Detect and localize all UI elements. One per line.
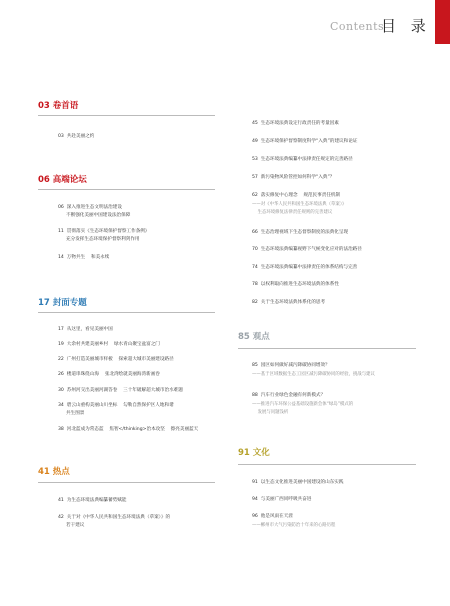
toc-page-number: 26 [58,372,64,377]
toc-entry[interactable] [58,426,198,434]
toc-entry[interactable] [58,326,113,334]
toc-entry-title: 关于生态环境法典体系化的思考 [260,300,326,305]
toc-page-number: 57 [252,175,258,180]
toc-entry-title: 他是风雨在天涯 [260,514,293,519]
toc-entry-title: 园区如何做好减污降碳协同增效？ [260,363,330,368]
header-red-bar [435,0,450,44]
toc-entry[interactable] [252,138,357,146]
toc-entry-title: 生态环境保护督察制度科学“入典”的建议和论证 [260,139,358,144]
toc-entry-subtitle: ——郴州市大气污染防治十年来的心路历程 [252,523,336,528]
section-rule [38,312,215,313]
toc-entry-continuation: 充分发挥生态环境保护督察利剑作用 [66,237,140,242]
toc-entry-title: 碧云山重构美丽山川坐标 勾勒自然保护区人地和谐 [66,403,174,408]
toc-entry[interactable] [58,497,127,505]
toc-entry-title: 从这里，看见美丽中国 [66,327,113,332]
section-title-hotspot: 41 热点 [38,467,70,477]
toc-page-number: 11 [58,229,64,234]
toc-entry[interactable] [58,341,160,349]
toc-entry-subtitle: 生态环境修复法律责任规则的完善建议 [252,210,333,215]
toc-entry-title: 以权利取向推进生态环境法典的体系性 [260,282,339,287]
toc-page-number: 34 [58,403,64,408]
toc-entry[interactable] [252,120,339,128]
toc-entry-title: 深入推进生态文明法治建设 [66,205,122,210]
toc-page-number: 41 [58,498,64,503]
toc-page-number: 17 [58,327,64,332]
toc-entry-title: 为生态环境法典编纂蓄势赋能 [66,498,127,503]
toc-entry[interactable] [252,229,348,237]
section-rule [38,115,215,116]
toc-page-number: 94 [252,497,258,502]
toc-entry-title: 万物共生 和美永续 [66,255,110,260]
toc-entry-title: 生态环境法典编纂视野下气候变化应对的法治路径 [260,247,362,252]
toc-page-number: 91 [252,480,258,485]
section-rule [238,464,416,465]
toc-entry[interactable] [252,299,325,307]
toc-entry-title: 贯彻落实《生态环境保护督察工作条例》 [66,229,150,234]
toc-entry[interactable] [252,246,362,254]
section-title-forum: 06 高端论坛 [38,175,87,185]
toc-page-number: 96 [252,514,258,519]
toc-page-number: 78 [252,282,258,287]
toc-entry-title: 苏州河交出美丽河湖答卷 三十年破解超大城市治水难题 [66,388,183,393]
section-title-opinion: 85 观点 [238,332,270,342]
toc-entry[interactable] [252,192,340,200]
toc-page-number: 82 [252,300,258,305]
toc-entry-subtitle: ——对《中华人民共和国生态环境法典（草案）》 [252,202,347,207]
toc-entry-title: 生态治理视域下生态督察制度的法典化呈现 [260,230,349,235]
toc-entry-title: 生态环境法典编纂中法律责任规定的完善路径 [260,157,353,162]
toc-entry-subtitle: ——推进汽车环保公益基础设施新会体“绿岛”模式的 [252,402,354,407]
toc-page-number: 42 [58,515,64,520]
toc-entry-title: 楼道串珠绕山海 张北湾绘就美丽海湾新画卷 [66,372,160,377]
toc-page-number: 19 [58,342,64,347]
toc-entry[interactable] [252,513,293,521]
toc-entry[interactable] [58,387,183,395]
toc-entry[interactable] [58,254,109,262]
header-title-cn: 目 录 [381,17,431,35]
toc-entry[interactable] [58,514,170,522]
toc-entry[interactable] [58,402,174,410]
toc-entry-title: 共赴美丽之约 [66,134,95,139]
toc-page-number: 74 [252,265,258,270]
toc-page-number: 30 [58,388,64,393]
toc-entry[interactable] [252,496,311,504]
toc-entry-title: 河北蓝成为常态蓝 焦智</thinking>治本攻坚 擦亮美丽蓝天 [66,427,199,432]
section-rule [38,189,215,190]
toc-page-number: 88 [252,393,258,398]
header-title-en: Contents [330,20,385,33]
toc-entry-continuation: 若干建议 [66,523,85,528]
toc-entry[interactable] [58,133,94,141]
toc-entry-title: 关于对《中华人民共和国生态环境法典（草案）》的 [66,515,171,520]
toc-page-number: 45 [252,121,258,126]
section-title-preface: 03 卷首语 [38,101,79,111]
toc-entry[interactable] [252,392,325,400]
toc-page-number: 62 [252,193,258,198]
toc-entry[interactable] [58,228,149,236]
toc-entry-title: 新污染物风险管控如何科学“入典”？ [260,175,335,180]
toc-page-number: 22 [58,357,64,362]
toc-entry-title: 大余村共建美丽乡村 绿水青山聚宝盆富之门 [66,342,160,347]
toc-entry-title: 广州打造美丽城市样板 探索超大城市美丽建设路径 [66,357,174,362]
toc-entry[interactable] [252,479,343,487]
toc-entry[interactable] [252,156,353,164]
toc-entry-title: 以生态文化推进美丽中国建设的山东实践 [260,480,344,485]
toc-entry[interactable] [252,362,330,370]
toc-page-number: 53 [252,157,258,162]
toc-entry-title: 生态环境法典编纂中法律责任的体系结构与完善 [260,265,358,270]
section-rule [238,348,416,349]
toc-entry[interactable] [252,281,339,289]
toc-page-number: 66 [252,230,258,235]
toc-page-number: 49 [252,139,258,144]
toc-entry-continuation: 不断强化美丽中国建设法治保障 [66,213,131,218]
toc-entry-subtitle: ——基于区域数据生态工园区减污降碳协同的经验，挑战与建议 [252,372,375,377]
section-rule [38,482,215,483]
toc-entry[interactable] [252,174,334,182]
toc-entry-title: 汽车行业绿色金融有何新模式？ [260,393,326,398]
section-title-cover-topic: 17 封面专题 [38,298,87,308]
section-title-culture: 91 文化 [238,448,270,458]
toc-page-number: 14 [58,255,64,260]
toc-entry[interactable] [252,264,357,272]
toc-entry[interactable] [58,371,160,379]
toc-page-number: 70 [252,247,258,252]
toc-page-number: 85 [252,363,258,368]
toc-entry-title: 落实修复中心理念 规范民事责任机制 [260,193,341,198]
toc-entry-title: 生态环境法典设定行政责任的考量因素 [260,121,339,126]
toc-entry-subtitle: 发展与问题浅析 [252,410,289,415]
toc-entry-continuation: 共生图景 [66,411,85,416]
toc-page-number: 06 [58,205,64,210]
toc-page-number: 03 [58,134,64,139]
toc-entry[interactable] [58,356,174,364]
toc-entry[interactable] [58,204,122,212]
toc-page-number: 38 [58,427,64,432]
toc-entry-title: 与美丽广西同呼吸共奋进 [260,497,312,502]
